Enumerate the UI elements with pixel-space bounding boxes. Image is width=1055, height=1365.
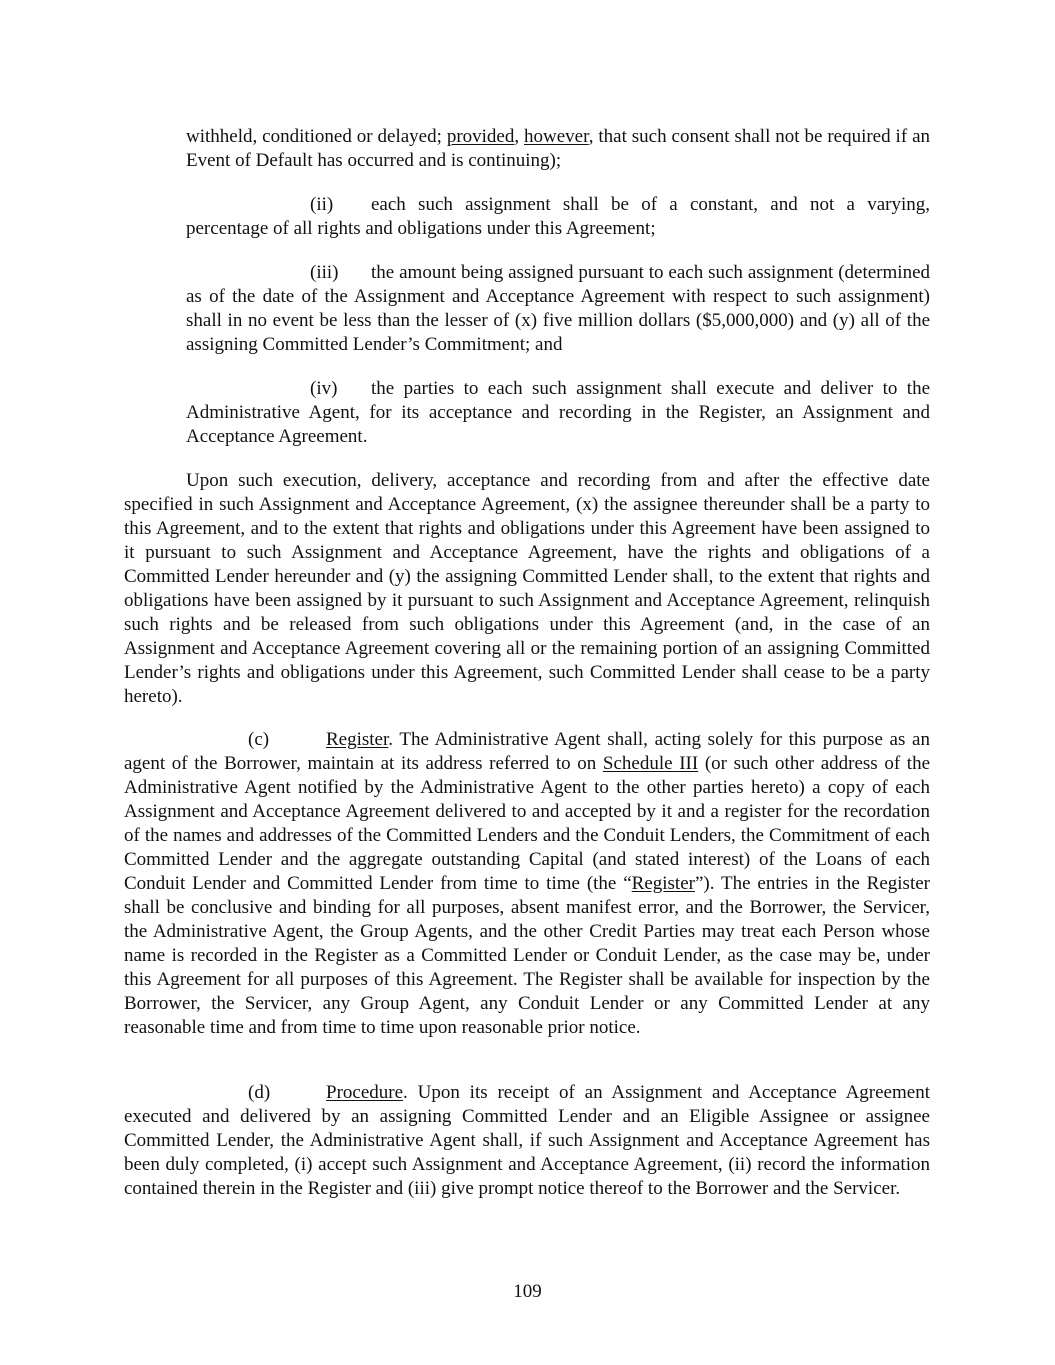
- paragraph-upon-execution: Upon such execution, delivery, acceptance and recording from and after the effective date specified in such Assignment and Acceptance Agreement, (x) the assignee thereunder shall be a party to this Agreement, and to the extent that rights and obligations under this Agreement have been assigned to it pursuant to such Assignment and Acceptance Agreement, have the rights and obligations of a Committed Lender hereunder and (y) the assigning Committed Lender shall, to the extent that rights and obligations have been assigned by it pursuant to such Assignment and Acceptance Agreement, relinquish such rights and be released from such obligations under this Agreement (and, in the case of an Assignment and Acceptance Agreement covering all or the remaining portion of an assigning Committed Lender’s rights and obligations under this Agreement, such Committed Lender shall cease to be a party hereto).: [124, 470, 930, 707]
- section-c-register: [124, 728, 930, 1040]
- p1-text-mid: ,: [514, 126, 525, 147]
- clause-iv-text: the parties to each such assignment shall execute and deliver to the Administrative Agent, for its acceptance and recording in the Register, an Assignment and Acceptance Agreement.: [186, 378, 930, 447]
- term-provided: provided: [446, 126, 515, 147]
- clause-iv-number: (iv): [310, 378, 338, 399]
- clause-iii-number: (iii): [310, 262, 339, 283]
- clause-ii: [186, 193, 930, 241]
- section-d-heading: Procedure: [326, 1082, 404, 1103]
- paragraph-consent-continuation: [186, 125, 930, 173]
- section-c-text-2: (or such other address of the Administrative Agent notified by the Administrative Agent to the other parties hereto) a copy of each Assignment and Acceptance Agreement delivered to and accepted by it and a register for the recordation of the names and addresses of the Committed Lenders and the Conduit Lenders, the Commitment of each Committed Lender and the aggregate outstanding Capital (and stated interest) of the Loans of each Conduit Lender and Committed Lender from time to time (the “: [124, 753, 930, 894]
- section-d-text: . Upon its receipt of an Assignment and Acceptance Agreement executed and delivered by an assigning Committed Lender and an Eligible Assignee or assignee Committed Lender, the Administrative Agent shall, if such Assignment and Acceptance Agreement has been duly completed, (i) accept such Assignment and Acceptance Agreement, (ii) record the information contained therein in the Register and (iii) give prompt notice thereof to the Borrower and the Servicer.: [124, 1082, 930, 1199]
- clause-iii: [186, 261, 930, 357]
- schedule-iii-reference: Schedule III: [602, 753, 699, 774]
- section-c-number: (c): [248, 729, 270, 750]
- section-d-procedure: [124, 1081, 930, 1201]
- section-d-number: (d): [248, 1082, 271, 1103]
- section-c-text-3: ”). The entries in the Register shall be conclusive and binding for all purposes, absent manifest error, and the Borrower, the Servicer, the Administrative Agent, the Group Agents, and the other Credit Parties may treat each Person whose name is recorded in the Register as a Committed Lender or Conduit Lender, as the case may be, under this Agreement for all purposes of this Agreement. The Register shall be available for inspection by the Borrower, the Servicer, any Group Agent, any Conduit Lender or any Committed Lender at any reasonable time and from time to time upon reasonable prior notice.: [124, 873, 930, 1038]
- clause-iv: [186, 377, 930, 449]
- p1-text-post: , that such consent shall not be required if an Event of Default has occurred and is continuing);: [186, 126, 930, 171]
- register-defined-term: Register: [631, 873, 695, 894]
- p1-text-pre: withheld, conditioned or delayed;: [186, 126, 447, 147]
- clause-ii-text: each such assignment shall be of a constant, and not a varying, percentage of all rights and obligations under this Agreement;: [186, 194, 930, 239]
- clause-iii-text: the amount being assigned pursuant to each such assignment (determined as of the date of the Assignment and Acceptance Agreement with respect to such assignment) shall in no event be less than the lesser of (x) five million dollars ($5,000,000) and (y) all of the assigning Committed Lender’s Commitment; and: [186, 262, 930, 355]
- clause-ii-number: (ii): [310, 194, 334, 215]
- page-number: 109: [513, 1281, 542, 1302]
- section-c-text-1: . The Administrative Agent shall, acting solely for this purpose as an agent of the Borrower, maintain at its address referred to on: [124, 729, 930, 774]
- section-c-heading: Register: [326, 729, 389, 750]
- term-however: however: [524, 126, 589, 147]
